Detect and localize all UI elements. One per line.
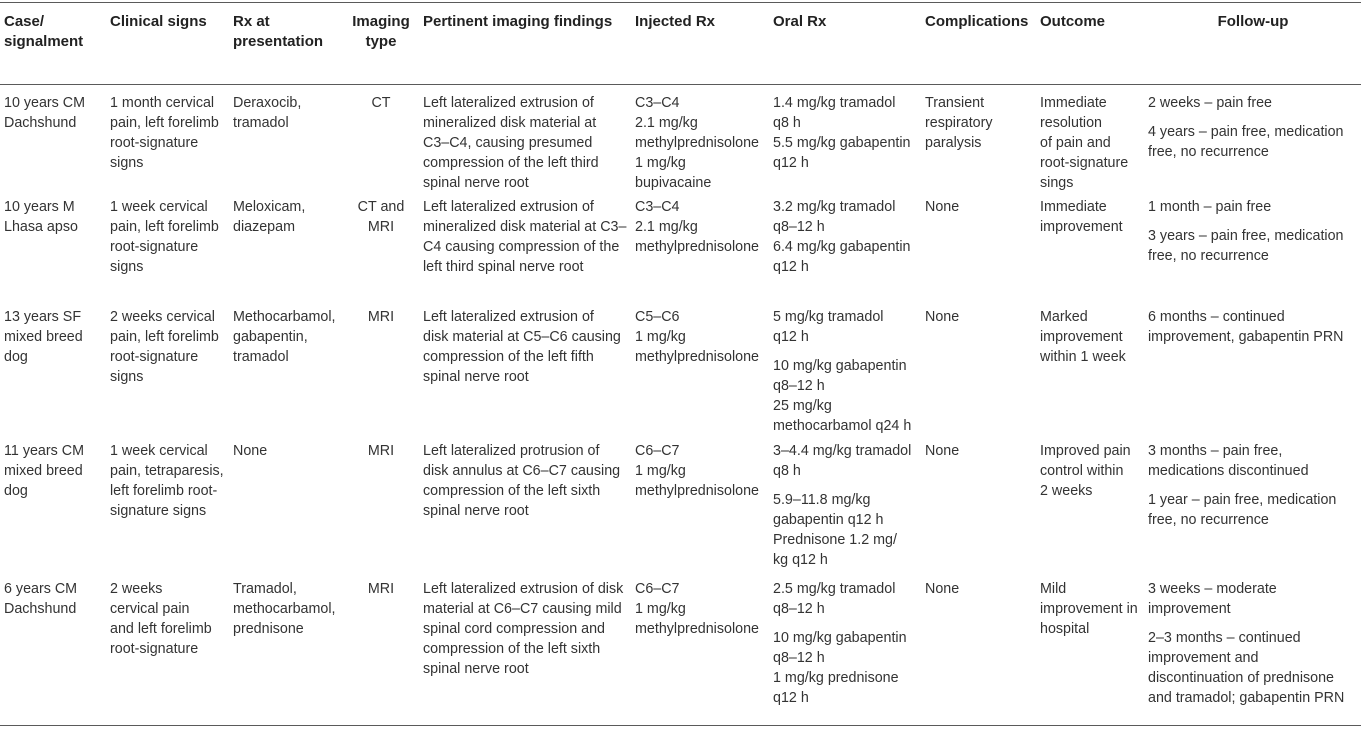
cell-followup bbox=[1148, 441, 1358, 530]
cell-line: None bbox=[925, 581, 960, 597]
header-injected bbox=[635, 12, 765, 32]
cell-line: improvement in bbox=[1040, 601, 1138, 617]
cell-line: left third spinal nerve root bbox=[423, 259, 584, 275]
cell-followup-paragraph bbox=[1148, 579, 1358, 619]
cell-line: improvement and bbox=[1148, 650, 1259, 666]
header-followup-line1: Follow-up bbox=[1217, 13, 1289, 30]
cell-line: 2 weeks bbox=[1040, 483, 1093, 499]
cell-findings bbox=[423, 307, 631, 387]
cell-line: mineralized disk material at bbox=[423, 115, 597, 131]
header-case-line1: Case/ bbox=[4, 13, 45, 30]
cell-oral bbox=[773, 579, 921, 708]
cell-case bbox=[4, 579, 104, 619]
cell-line: root-signature bbox=[110, 239, 199, 255]
cell-line: 3 years – pain free, medication bbox=[1148, 228, 1344, 244]
cell-followup bbox=[1148, 307, 1358, 347]
cell-line: root-signature bbox=[1040, 155, 1129, 171]
cell-imaging bbox=[352, 197, 410, 237]
cell-line: None bbox=[925, 443, 960, 459]
cell-oral-paragraph bbox=[773, 628, 921, 708]
cell-injected bbox=[635, 441, 767, 501]
cell-outcome bbox=[1040, 197, 1145, 237]
cell-line: pain, left forelimb bbox=[110, 115, 219, 131]
cell-line: signs bbox=[110, 369, 144, 385]
cell-oral bbox=[773, 307, 921, 436]
cell-line: Left lateralized extrusion of bbox=[423, 309, 594, 325]
cell-complications bbox=[925, 307, 1035, 327]
cell-line: resolution bbox=[1040, 115, 1102, 131]
cell-imaging bbox=[352, 441, 410, 461]
cell-line: None bbox=[925, 199, 960, 215]
cell-clinical bbox=[110, 307, 228, 387]
cell-line: C6–C7 bbox=[635, 581, 680, 597]
cell-line: Methocarbamol, bbox=[233, 309, 336, 325]
cell-line: 1 mg/kg prednisone bbox=[773, 670, 899, 686]
cell-line: mixed breed bbox=[4, 329, 83, 345]
cell-line: spinal nerve root bbox=[423, 503, 529, 519]
cell-line: CT bbox=[371, 95, 391, 111]
cell-line: Tramadol, bbox=[233, 581, 297, 597]
cell-line: q8 h bbox=[773, 463, 801, 479]
header-clinical-line1: Clinical signs bbox=[110, 13, 207, 30]
cell-line: MRI bbox=[367, 443, 395, 459]
cell-line: 6 years CM bbox=[4, 581, 78, 597]
cell-rx bbox=[233, 197, 348, 237]
cell-line: Improved pain bbox=[1040, 443, 1131, 459]
header-imaging-type bbox=[352, 12, 410, 52]
cell-case bbox=[4, 307, 104, 367]
cell-line: disk material at C5–C6 causing bbox=[423, 329, 621, 345]
cell-line: compression of the left third bbox=[423, 155, 599, 171]
cell-line: MRI bbox=[367, 309, 395, 325]
cell-oral-paragraph bbox=[773, 441, 921, 481]
cell-line: Immediate bbox=[1040, 199, 1107, 215]
cell-injected bbox=[635, 197, 767, 257]
cell-case bbox=[4, 441, 104, 501]
cell-line: improvement bbox=[1148, 601, 1231, 617]
cell-line: control within bbox=[1040, 463, 1124, 479]
cell-line: 2–3 months – continued bbox=[1148, 630, 1301, 646]
cell-injected bbox=[635, 307, 767, 367]
cell-case bbox=[4, 93, 104, 133]
cell-line: free, no recurrence bbox=[1148, 512, 1269, 528]
cell-line: q8–12 h bbox=[773, 650, 825, 666]
cell-injected bbox=[635, 93, 767, 193]
cell-line: q8–12 h bbox=[773, 219, 825, 235]
cell-line: Left lateralized extrusion of bbox=[423, 199, 594, 215]
cell-line: respiratory bbox=[925, 115, 993, 131]
cell-line: q12 h bbox=[773, 155, 809, 171]
cell-clinical bbox=[110, 441, 228, 521]
cell-followup-paragraph bbox=[1148, 307, 1358, 347]
cell-line: root-signature bbox=[110, 349, 199, 365]
cell-line: Dachshund bbox=[4, 601, 77, 617]
cell-line: gabapentin, bbox=[233, 329, 308, 345]
cell-line: 11 years CM bbox=[4, 443, 84, 459]
cell-line: Deraxocib, bbox=[233, 95, 302, 111]
cell-line: MRI bbox=[367, 581, 395, 597]
cell-line: 5.9–11.8 mg/kg bbox=[773, 492, 871, 508]
cell-line: dog bbox=[4, 349, 28, 365]
cell-line: 10 mg/kg gabapentin bbox=[773, 358, 907, 374]
cell-line: signature signs bbox=[110, 503, 207, 519]
header-rx-presentation bbox=[233, 12, 348, 52]
cell-line: q8 h bbox=[773, 115, 801, 131]
cell-rx bbox=[233, 307, 348, 367]
cell-outcome bbox=[1040, 441, 1145, 501]
cell-line: Transient bbox=[925, 95, 985, 111]
cell-injected bbox=[635, 579, 767, 639]
cell-line: of pain and bbox=[1040, 135, 1111, 151]
cell-followup-paragraph bbox=[1148, 122, 1358, 162]
cell-line: pain, tetraparesis, bbox=[110, 463, 224, 479]
cell-oral bbox=[773, 441, 921, 570]
header-case-line2: signalment bbox=[4, 33, 84, 50]
cell-line: compression of the left sixth bbox=[423, 641, 601, 657]
cell-followup bbox=[1148, 197, 1358, 266]
cell-complications bbox=[925, 197, 1035, 217]
cell-line: tramadol bbox=[233, 115, 289, 131]
header-complications-line1: Complications bbox=[925, 13, 1029, 30]
header-findings-line1: Pertinent imaging findings bbox=[423, 13, 613, 30]
header-imaging-line1: Imaging bbox=[352, 13, 410, 30]
cell-line: diazepam bbox=[233, 219, 295, 235]
cell-oral bbox=[773, 93, 921, 173]
cell-findings bbox=[423, 93, 631, 193]
header-rule bbox=[0, 84, 1361, 85]
cell-line: methylprednisolone bbox=[635, 349, 759, 365]
cell-outcome bbox=[1040, 307, 1145, 367]
cell-followup bbox=[1148, 93, 1358, 162]
header-complications bbox=[925, 12, 1035, 32]
cell-line: improvement bbox=[1040, 219, 1123, 235]
cell-line: spinal nerve root bbox=[423, 175, 529, 191]
header-clinical bbox=[110, 12, 225, 32]
cell-line: 10 mg/kg gabapentin bbox=[773, 630, 907, 646]
cell-line: mixed breed bbox=[4, 463, 83, 479]
cell-clinical bbox=[110, 197, 228, 277]
cell-rx bbox=[233, 93, 348, 133]
cell-line: compression of the left fifth bbox=[423, 349, 594, 365]
cell-line: 4 years – pain free, medication bbox=[1148, 124, 1344, 140]
cell-line: methylprednisolone bbox=[635, 621, 759, 637]
cell-line: None bbox=[925, 309, 960, 325]
cell-line: 6 months – continued bbox=[1148, 309, 1285, 325]
cell-imaging bbox=[352, 93, 410, 113]
cell-case bbox=[4, 197, 104, 237]
cell-line: root-signature bbox=[110, 641, 199, 657]
cell-followup bbox=[1148, 579, 1358, 708]
cell-line: Prednisone 1.2 mg/ bbox=[773, 532, 897, 548]
cell-line: CT and bbox=[357, 199, 405, 215]
cell-line: free, no recurrence bbox=[1148, 248, 1269, 264]
cell-line: C6–C7 bbox=[635, 443, 680, 459]
cell-line: improvement, gabapentin PRN bbox=[1148, 329, 1344, 345]
cell-complications bbox=[925, 93, 1035, 153]
cell-line: signs bbox=[110, 155, 144, 171]
cell-line: q8–12 h bbox=[773, 378, 825, 394]
cell-line: pain, left forelimb bbox=[110, 219, 219, 235]
cell-oral-paragraph bbox=[773, 356, 921, 436]
cell-rx bbox=[233, 441, 348, 461]
cell-line: 2 weeks bbox=[110, 581, 163, 597]
cell-line: methocarbamol, bbox=[233, 601, 336, 617]
cell-line: C3–C4, causing presumed bbox=[423, 135, 593, 151]
header-rx-line1: Rx at bbox=[233, 13, 270, 30]
cell-line: 3 months – pain free, bbox=[1148, 443, 1283, 459]
cell-line: 6.4 mg/kg gabapentin bbox=[773, 239, 911, 255]
cell-rx bbox=[233, 579, 348, 639]
header-rx-line2: presentation bbox=[233, 33, 324, 50]
cell-followup-paragraph bbox=[1148, 93, 1358, 113]
cell-line: mineralized disk material at C3– bbox=[423, 219, 627, 235]
cell-line: signs bbox=[110, 259, 144, 275]
cell-line: 2 weeks – pain free bbox=[1148, 95, 1272, 111]
cell-line: 2.5 mg/kg tramadol bbox=[773, 581, 896, 597]
cell-line: Meloxicam, bbox=[233, 199, 306, 215]
cell-followup-paragraph bbox=[1148, 441, 1358, 481]
cell-outcome bbox=[1040, 579, 1145, 639]
cell-line: paralysis bbox=[925, 135, 982, 151]
cell-line: Immediate bbox=[1040, 95, 1107, 111]
cell-findings bbox=[423, 197, 631, 277]
cell-oral-paragraph bbox=[773, 307, 921, 347]
cell-line: methylprednisolone bbox=[635, 135, 759, 151]
cell-line: 1.4 mg/kg tramadol bbox=[773, 95, 896, 111]
cell-line: methylprednisolone bbox=[635, 239, 759, 255]
cell-line: 1 month – pain free bbox=[1148, 199, 1272, 215]
cell-line: Marked bbox=[1040, 309, 1088, 325]
header-outcome bbox=[1040, 12, 1145, 32]
cell-line: C4 causing compression of the bbox=[423, 239, 620, 255]
cell-line: tramadol bbox=[233, 349, 289, 365]
cell-line: medications discontinued bbox=[1148, 463, 1309, 479]
cell-line: C3–C4 bbox=[635, 199, 680, 215]
header-outcome-line1: Outcome bbox=[1040, 13, 1106, 30]
cell-clinical bbox=[110, 579, 228, 659]
cell-line: 2 weeks cervical bbox=[110, 309, 215, 325]
cell-line: Mild bbox=[1040, 581, 1067, 597]
cell-line: sings bbox=[1040, 175, 1074, 191]
cell-line: pain, left forelimb bbox=[110, 329, 219, 345]
cell-line: q12 h bbox=[773, 329, 809, 345]
cell-line: q12 h bbox=[773, 690, 809, 706]
header-oral bbox=[773, 12, 918, 32]
cell-followup-paragraph bbox=[1148, 490, 1358, 530]
cell-line: Dachshund bbox=[4, 115, 77, 131]
cell-line: 10 years M bbox=[4, 199, 75, 215]
cell-line: 2.1 mg/kg bbox=[635, 115, 698, 131]
cell-line: C5–C6 bbox=[635, 309, 680, 325]
cell-line: 1 week cervical bbox=[110, 199, 208, 215]
cell-line: dog bbox=[4, 483, 28, 499]
cell-line: None bbox=[233, 443, 268, 459]
cell-line: hospital bbox=[1040, 621, 1090, 637]
cell-line: 1 month cervical bbox=[110, 95, 215, 111]
cell-followup-paragraph bbox=[1148, 226, 1358, 266]
cell-line: left forelimb root- bbox=[110, 483, 218, 499]
cell-clinical bbox=[110, 93, 228, 173]
cell-line: Lhasa apso bbox=[4, 219, 78, 235]
cell-line: discontinuation of prednisone bbox=[1148, 670, 1334, 686]
cell-line: 1 mg/kg bbox=[635, 329, 686, 345]
cell-line: 25 mg/kg bbox=[773, 398, 832, 414]
cell-line: 1 mg/kg bbox=[635, 601, 686, 617]
cell-line: Left lateralized extrusion of bbox=[423, 95, 594, 111]
cell-line: 1 year – pain free, medication bbox=[1148, 492, 1337, 508]
cell-line: 1 mg/kg bbox=[635, 463, 686, 479]
header-case bbox=[4, 12, 100, 52]
cell-line: and left forelimb bbox=[110, 621, 212, 637]
cell-findings bbox=[423, 441, 631, 521]
table-bottom-rule bbox=[0, 725, 1361, 726]
cell-line: methylprednisolone bbox=[635, 483, 759, 499]
cell-line: 5.5 mg/kg gabapentin bbox=[773, 135, 911, 151]
cell-line: 1 mg/kg bbox=[635, 155, 686, 171]
cell-oral-paragraph bbox=[773, 579, 921, 619]
cell-line: prednisone bbox=[233, 621, 304, 637]
cell-line: 3 weeks – moderate bbox=[1148, 581, 1277, 597]
cell-line: compression of the left sixth bbox=[423, 483, 601, 499]
cell-line: MRI bbox=[367, 219, 395, 235]
cell-oral bbox=[773, 197, 921, 277]
header-injected-line1: Injected Rx bbox=[635, 13, 716, 30]
cell-line: improvement bbox=[1040, 329, 1123, 345]
cell-outcome bbox=[1040, 93, 1145, 193]
header-imaging-line2: type bbox=[365, 33, 397, 50]
header-followup bbox=[1148, 12, 1358, 32]
cell-line: and tramadol; gabapentin PRN bbox=[1148, 690, 1345, 706]
cell-line: Left lateralized extrusion of disk bbox=[423, 581, 624, 597]
cell-line: 10 years CM bbox=[4, 95, 86, 111]
header-findings bbox=[423, 12, 628, 32]
cell-imaging bbox=[352, 579, 410, 599]
cell-line: methocarbamol q24 h bbox=[773, 418, 912, 434]
cell-line: free, no recurrence bbox=[1148, 144, 1269, 160]
cell-line: 5 mg/kg tramadol bbox=[773, 309, 884, 325]
cell-line: Left lateralized protrusion of bbox=[423, 443, 600, 459]
cell-line: gabapentin q12 h bbox=[773, 512, 884, 528]
cell-line: spinal cord compression and bbox=[423, 621, 605, 637]
header-oral-line1: Oral Rx bbox=[773, 13, 827, 30]
cell-line: 3–4.4 mg/kg tramadol bbox=[773, 443, 912, 459]
cell-line: q8–12 h bbox=[773, 601, 825, 617]
cell-complications bbox=[925, 579, 1035, 599]
cell-line: 1 week cervical bbox=[110, 443, 208, 459]
cell-complications bbox=[925, 441, 1035, 461]
cell-line: material at C6–C7 causing mild bbox=[423, 601, 622, 617]
cell-line: root-signature bbox=[110, 135, 199, 151]
table-top-rule bbox=[0, 2, 1361, 3]
cell-line: 2.1 mg/kg bbox=[635, 219, 698, 235]
cell-line: spinal nerve root bbox=[423, 661, 529, 677]
cell-line: within 1 week bbox=[1040, 349, 1126, 365]
cell-line: cervical pain bbox=[110, 601, 190, 617]
cell-line: 13 years SF bbox=[4, 309, 82, 325]
cell-followup-paragraph bbox=[1148, 628, 1358, 708]
cell-imaging bbox=[352, 307, 410, 327]
cell-line: C3–C4 bbox=[635, 95, 680, 111]
cell-oral-paragraph bbox=[773, 93, 921, 173]
cell-line: disk annulus at C6–C7 causing bbox=[423, 463, 621, 479]
cell-line: spinal nerve root bbox=[423, 369, 529, 385]
cell-line: q12 h bbox=[773, 259, 809, 275]
cell-line: bupivacaine bbox=[635, 175, 712, 191]
cell-followup-paragraph bbox=[1148, 197, 1358, 217]
cell-line: kg q12 h bbox=[773, 552, 828, 568]
cell-oral-paragraph bbox=[773, 490, 921, 570]
cell-oral-paragraph bbox=[773, 197, 921, 277]
cell-findings bbox=[423, 579, 631, 679]
cell-line: 3.2 mg/kg tramadol bbox=[773, 199, 896, 215]
